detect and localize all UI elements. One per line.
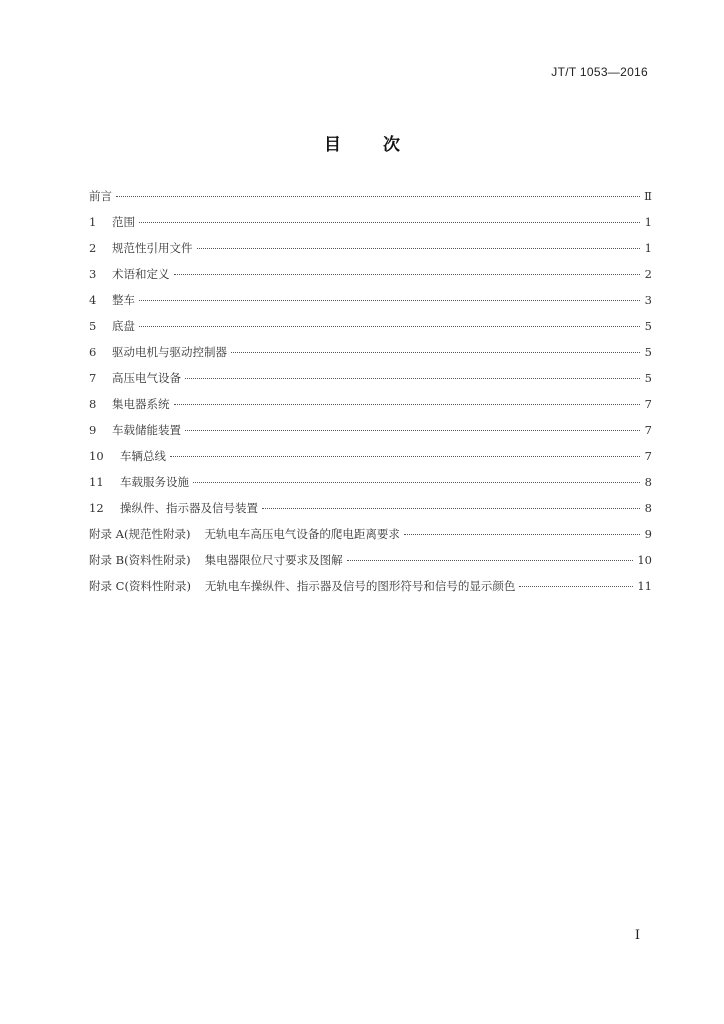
toc-entry-label: 无轨电车高压电气设备的爬电距离要求 [204,527,400,541]
toc-entry[interactable] [89,266,652,292]
toc-entry-label: 前言 [89,189,112,203]
toc-dot-leader [139,222,640,223]
toc-dot-leader [139,300,640,301]
table-of-contents [89,188,652,604]
toc-entry-number: 3 [89,267,97,281]
toc-entry-number: 1 [89,215,97,229]
toc-entry-label: 规范性引用文件 [112,241,193,255]
toc-entry[interactable] [89,500,652,526]
page-title: 目次 [324,135,442,155]
toc-entry[interactable] [89,552,652,578]
toc-entry-label: 术语和定义 [112,267,170,281]
toc-entry-label: 高压电气设备 [112,371,181,385]
toc-entry[interactable] [89,292,652,318]
toc-entry-number: 7 [89,371,97,385]
toc-entry-label: 无轨电车操纵件、指示器及信号的图形符号和信号的显示颜色 [204,579,516,593]
toc-dot-leader [139,326,640,327]
toc-entry-label: 车载储能装置 [112,423,181,437]
toc-entry-number: 10 [89,449,104,463]
toc-dot-leader [262,508,640,509]
toc-entry-page: 1 [644,241,652,255]
toc-dot-leader [174,274,641,275]
toc-entry[interactable] [89,526,652,552]
toc-entry-page: Ⅱ [644,189,652,203]
toc-entry-number: 8 [89,397,97,411]
toc-entry-number: 2 [89,241,97,255]
toc-entry[interactable] [89,318,652,344]
toc-entry-page: 3 [644,293,652,307]
toc-entry-label: 车载服务设施 [120,475,189,489]
toc-entry-number: 12 [89,501,104,515]
toc-entry[interactable] [89,344,652,370]
toc-entry[interactable] [89,396,652,422]
toc-entry-number: 11 [89,475,104,489]
toc-entry-page: 7 [644,423,652,437]
toc-entry-page: 10 [637,553,652,567]
toc-entry-label: 范围 [112,215,135,229]
toc-entry-label: 车辆总线 [120,449,166,463]
toc-entry-number: 5 [89,319,97,333]
toc-dot-leader [193,482,640,483]
toc-dot-leader [170,456,640,457]
toc-entry-page: 1 [644,215,652,229]
toc-dot-leader [347,560,634,561]
toc-entry-page: 2 [644,267,652,281]
toc-entry[interactable] [89,188,652,214]
toc-dot-leader [519,586,633,587]
toc-entry-number: 附录 C(资料性附录) [89,579,191,593]
toc-entry-page: 5 [644,319,652,333]
toc-dot-leader [197,248,641,249]
toc-dot-leader [116,196,640,197]
toc-dot-leader [231,352,640,353]
toc-entry[interactable] [89,474,652,500]
toc-entry-label: 集电器系统 [112,397,170,411]
toc-entry-number: 6 [89,345,97,359]
toc-entry[interactable] [89,370,652,396]
toc-entry-label: 操纵件、指示器及信号装置 [120,501,258,515]
toc-dot-leader [185,378,640,379]
toc-entry[interactable] [89,240,652,266]
page-number: I [634,928,640,943]
toc-entry-number: 9 [89,423,97,437]
toc-entry[interactable] [89,578,652,604]
toc-entry-page: 8 [644,501,652,515]
toc-dot-leader [404,534,640,535]
toc-dot-leader [174,404,641,405]
toc-entry-number: 附录 A(规范性附录) [89,527,191,541]
toc-entry[interactable] [89,422,652,448]
toc-entry-label: 底盘 [112,319,135,333]
toc-entry-label: 集电器限位尺寸要求及图解 [204,553,343,567]
toc-entry[interactable] [89,214,652,240]
standard-code: JT/T 1053—2016 [551,65,648,79]
toc-entry[interactable] [89,448,652,474]
toc-entry-number: 附录 B(资料性附录) [89,553,191,567]
toc-entry-page: 9 [644,527,652,541]
toc-entry-page: 5 [644,345,652,359]
toc-dot-leader [185,430,640,431]
toc-entry-page: 7 [644,397,652,411]
toc-entry-page: 5 [644,371,652,385]
toc-entry-page: 11 [637,579,652,593]
toc-entry-label: 驱动电机与驱动控制器 [112,345,227,359]
toc-entry-page: 7 [644,449,652,463]
toc-entry-label: 整车 [112,293,135,307]
toc-entry-page: 8 [644,475,652,489]
toc-entry-number: 4 [89,293,97,307]
